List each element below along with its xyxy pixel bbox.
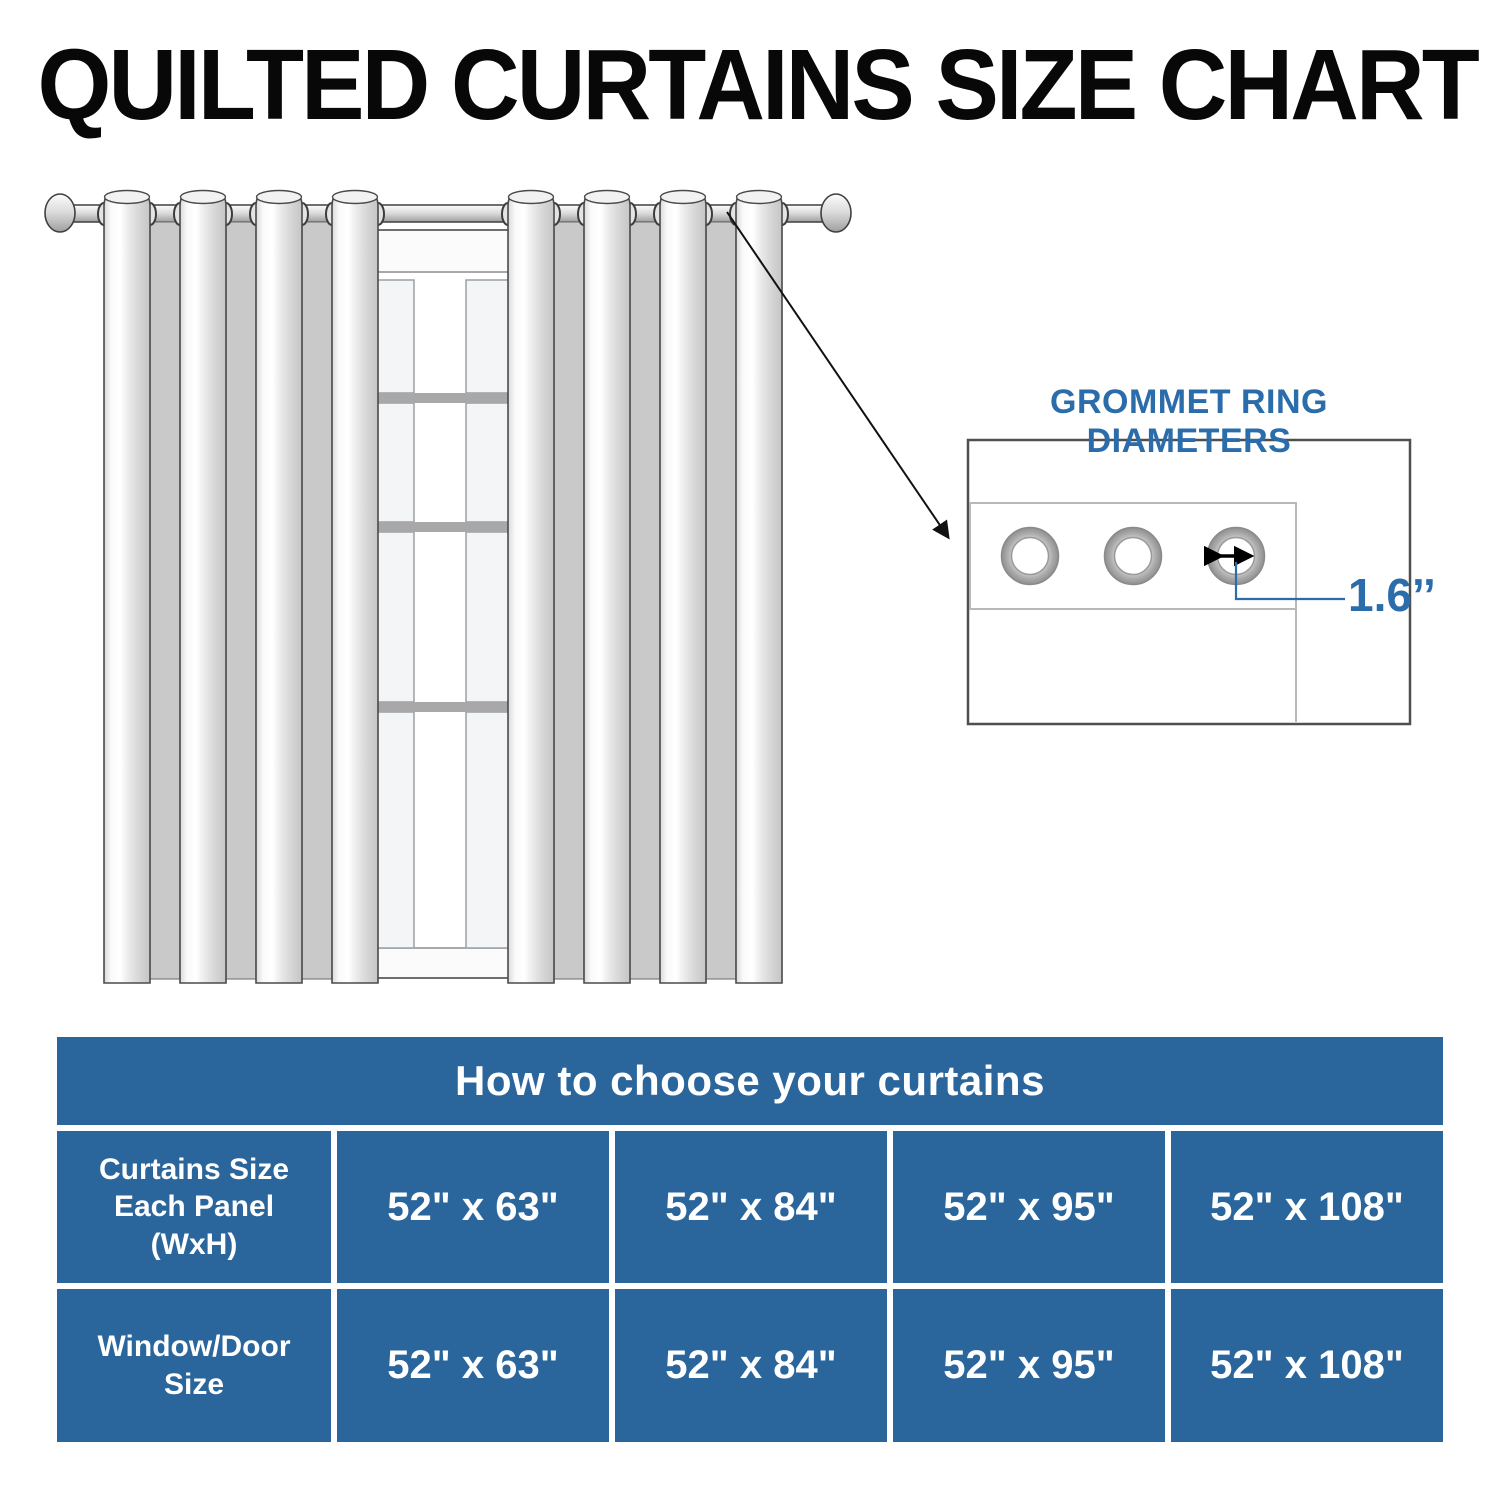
grommet-callout-box [968, 440, 1410, 724]
table-cell: 52" x 95" [893, 1131, 1165, 1283]
grommet-callout-heading: GROMMET RING DIAMETERS [1050, 383, 1328, 460]
table-cell: 52" x 108" [1171, 1131, 1443, 1283]
rod-finial-right [821, 194, 851, 232]
table-cell: 52" x 95" [893, 1289, 1165, 1442]
row-label-window-door-size: Window/Door Size [57, 1289, 331, 1442]
table-cell: 52" x 63" [337, 1131, 609, 1283]
curtain-fold [250, 191, 308, 984]
curtain-fold [326, 191, 384, 984]
left-curtain-panel [98, 191, 384, 984]
table-cell: 52" x 84" [615, 1131, 887, 1283]
curtain-fold [98, 191, 156, 984]
right-curtain-panel [502, 191, 788, 984]
curtain-fold [654, 191, 712, 984]
curtain-fold [174, 191, 232, 984]
rod-finial-left [45, 194, 75, 232]
curtain-fold [578, 191, 636, 984]
row-label-curtains-size: Curtains Size Each Panel (WxH) [57, 1131, 331, 1283]
grommet-ring [1105, 528, 1162, 585]
page-title: QUILTED CURTAINS SIZE CHART [37, 29, 1477, 141]
size-table [57, 1037, 1443, 1442]
table-cell: 52" x 84" [615, 1289, 887, 1442]
grommet-diameter-value: 1.6’’ [1348, 569, 1436, 621]
grommet-ring [1002, 528, 1059, 585]
table-cell: 52" x 63" [337, 1289, 609, 1442]
curtain-fold [502, 191, 560, 984]
curtain-fold [730, 191, 788, 984]
table-title: How to choose your curtains [57, 1037, 1443, 1125]
table-cell: 52" x 108" [1171, 1289, 1443, 1442]
